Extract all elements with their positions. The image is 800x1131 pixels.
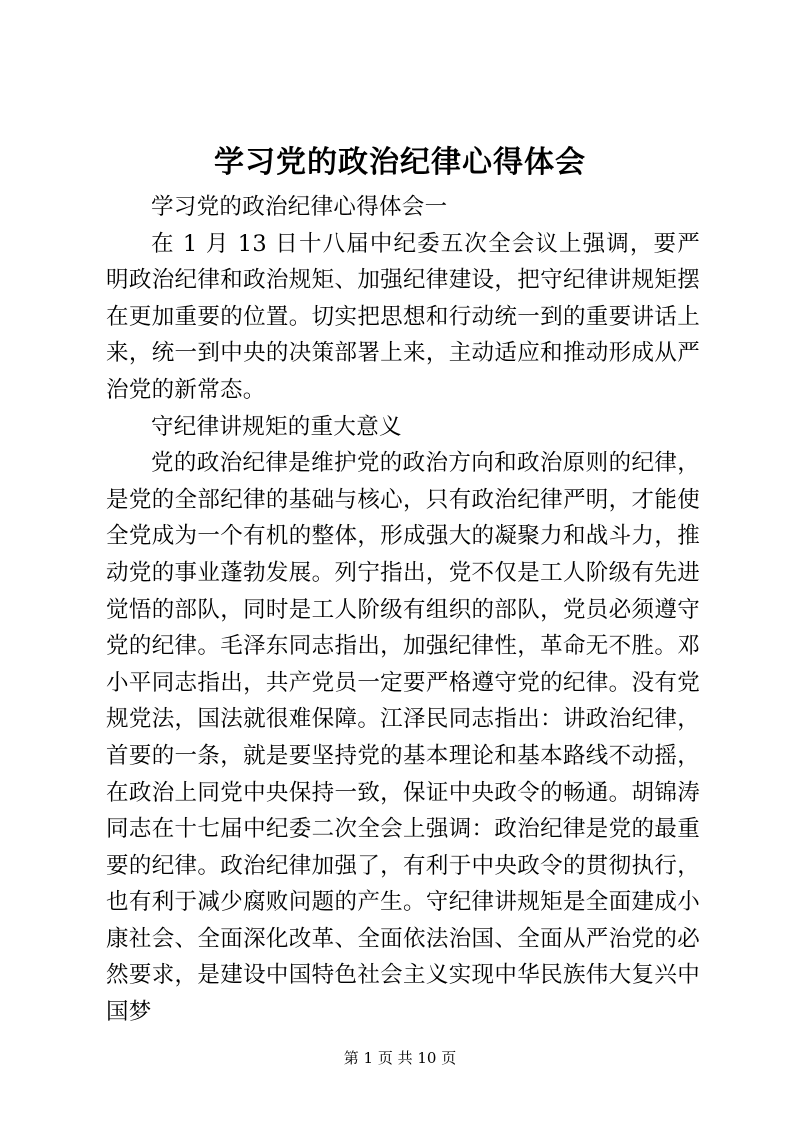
section-heading: 守纪律讲规矩的重大意义 (151, 413, 402, 440)
document-body (106, 189, 700, 1031)
document-title: 学习党的政治纪律心得体会 (214, 145, 586, 180)
page-number-footer: 第 1 页 共 10 页 (343, 1049, 457, 1067)
section-subtitle: 学习党的政治纪律心得体会一 (151, 194, 448, 220)
paragraph-significance: 党的政治纪律是维护党的政治方向和政治原则的纪律，是党的全部纪律的基础与核心，只有政治纪律严明，才能使全党成为一个有机的整体，形成强大的凝聚力和战斗力，推动党的事业蓬勃发展。列宁指出，党不仅是工人阶级有先进觉悟的部队，同时是工人阶级有组织的部队，党员必须遵守党的纪律。毛泽东同志指出，加强纪律性，革命无不胜。邓小平同志指出，共产党员一定要严格遵守党的纪律。没有党规党法，国法就很难保障。江泽民同志指出：讲政治纪律，首要的一条，就是要坚持党的基本理论和基本路线不动摇，在政治上同党中央保持一致，保证中央政令的畅通。胡锦涛同志在十七届中纪委二次全会上强调：政治纪律是党的最重要的纪律。政治纪律加强了，有利于中央政令的贯彻执行，也有利于减少腐败问题的产生。守纪律讲规矩是全面建成小康社会、全面深化改革、全面依法治国、全面从严治党的必然要求，是建设中国特色社会主义实现中华民族伟大复兴中国梦 (106, 450, 700, 1026)
paragraph-intro: 在 1 月 13 日十八届中纪委五次全会议上强调，要严明政治纪律和政治规矩、加强纪律建设，把守纪律讲规矩摆在更加重要的位置。切实把思想和行动统一到的重要讲话上来，统一到中央的决策部署上来，主动适应和推动形成从严治党的新常态。 (106, 230, 700, 403)
